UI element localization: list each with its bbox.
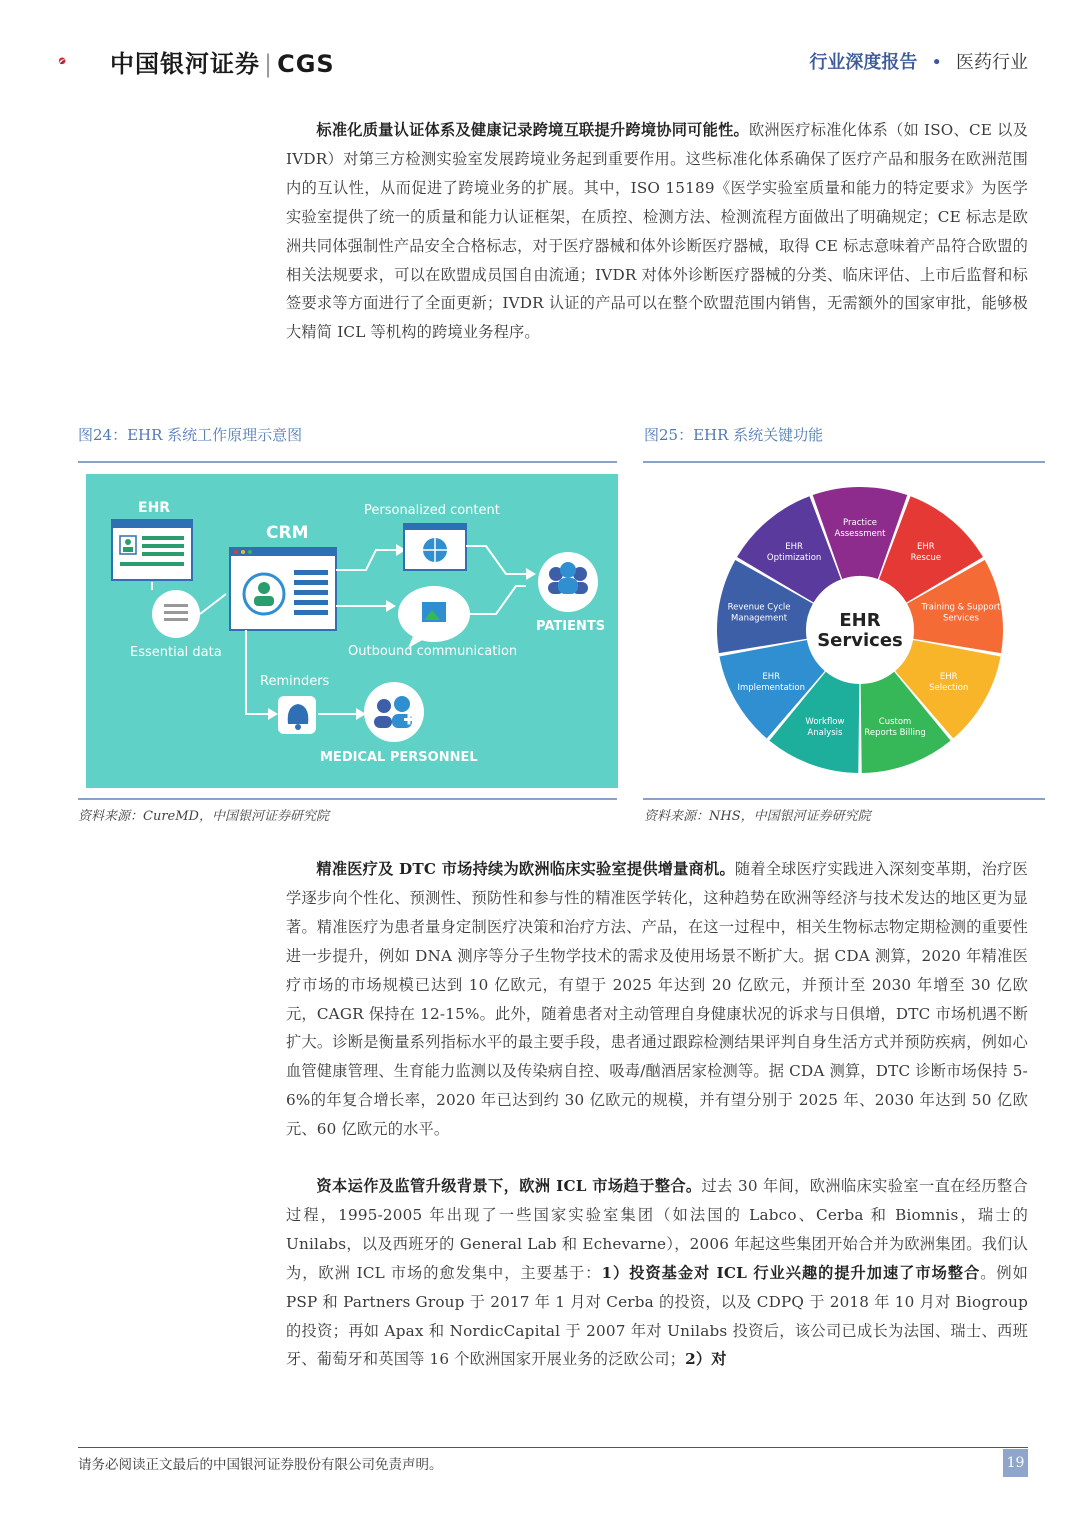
para3-lead: 资本运作及监管升级背景下，欧洲 ICL 市场趋于整合。 [316,1177,702,1195]
fig25-title: 图25：EHR 系统关键功能 [644,426,824,444]
outbound-communication-icon [398,586,470,648]
page-header [0,0,1080,100]
personalized-label: Personalized content [364,503,500,518]
para1-lead: 标准化质量认证体系及健康记录跨境互联提升跨境协同可能性。 [316,121,749,139]
header-separator: • [931,52,942,73]
fig24-top-rule [78,461,617,463]
outbound-label: Outbound communication [348,644,518,659]
ehr-document-icon [112,520,192,580]
wheel-segment-label: EHR [939,671,958,682]
fig24-title: 图24：EHR 系统工作原理示意图 [78,426,303,444]
footer-disclaimer: 请务必阅读正文最后的中国银河证券股份有限公司免责声明。 [78,1457,443,1473]
fig25-source: 资料来源：NHS，中国银河证券研究院 [644,809,871,824]
medical-personnel-icon [364,682,424,742]
wheel-segment-label: Training & Support [921,602,1001,613]
fig24-ehr-diagram [86,474,618,788]
fig25-bottom-rule [643,798,1045,800]
wheel-segment-label: Implementation [737,682,805,693]
essential-data-label: Essential data [130,645,222,660]
para3-text2: 。例如 PSP 和 Partners Group 于 2017 年 1 月对 Cerba 的投资，以及 CDPQ 于 2018 年 10 月对 Biogroup 的投资；再如 Apax 和 NordicCapital 于 2007 年对 Unilabs 投资后，该公司已成长为法国、瑞士、西班牙、葡萄牙和英国等 16 个欧洲国家开展业务的泛欧公司； [286,1263,1028,1369]
reminders-bell-icon [278,696,316,734]
para2-lead: 精准医疗及 DTC 市场持续为欧洲临床实验室提供增量商机。 [316,860,735,878]
wheel-segment-label: Reports Billing [864,727,926,738]
wheel-segment-label: EHR [785,541,803,552]
wheel-center-subtitle: Services [817,630,903,651]
wheel-segment-label: Rescue [910,552,942,563]
industry-label: 医药行业 [956,52,1028,73]
ehr-label: EHR [138,500,171,516]
medical-personnel-label: MEDICAL PERSONNEL [320,750,478,765]
wheel-segment-label: Management [731,613,788,624]
wheel-segment-label: Optimization [766,552,822,563]
wheel-segment-label: Assessment [834,529,886,539]
para3-point1: 1）投资基金对 ICL 行业兴趣的提升加速了市场整合 [601,1263,981,1282]
fig25-top-rule [643,461,1045,463]
wheel-segment-label: EHR [762,671,781,682]
para3-text1: 过去 30 年间，欧洲临床实验室一直在经历整合过程，1995-2005 年出现了一些国家实验室集团（如法国的 Labco、Cerba 和 Biomnis，瑞士的 Unilabs，以及西班牙的 General Lab 和 Echevarne），2006 年起这些集团开始合并为欧洲集团。我们认为，欧洲 ICL 市场的愈发集中，主要基于： [286,1177,1028,1282]
patients-icon [538,552,598,612]
paragraph-standardization [286,116,1028,347]
fig24-source: 资料来源：CureMD，中国银河证券研究院 [78,809,329,824]
wheel-center-title: EHR [839,610,881,631]
wheel-segment-label: Revenue Cycle [727,602,791,613]
para1-text: 欧洲医疗标准化体系（如 ISO、CE 以及 IVDR）对第三方检测实验室发展跨境业务起到重要作用。这些标准化体系确保了医疗产品和服务在欧洲范围内的互认性，从而促进了跨境业务的扩展。其中，ISO 15189《医学实验室质量和能力的特定要求》为医学实验室提供了统一的质量和能力认证框架，在质控、检测方法、检测流程方面做出了明确规定；CE 标志是欧洲共同体强制性产品安全合格标志，对于医疗器械和体外诊断医疗器械，取得 CE 标志意味着产品符合欧盟的相关法规要求，可以在欧盟成员国自由流通；IVDR 对体外诊断医疗器械的分类、临床评估、上市后监督和标签要求等方面进行了全面更新；IVDR 认证的产品可以在整个欧盟范围内销售，无需额外的国家审批，能够极大精简 ICL 等机构的跨境业务程序。 [286,121,1028,342]
wheel-segment-label: Practice [843,518,877,528]
para3-point2: 2）对 [685,1350,727,1369]
wheel-segment-label: EHR [917,541,935,552]
wheel-segment-label: Workflow [805,716,845,727]
brand-name: 中国银河证券 | CGS [110,50,335,78]
wheel-segment-label: Custom [878,716,912,727]
footer-rule [78,1447,1028,1448]
paragraph-precision-medicine [286,855,1028,1144]
page-number: 19 [1003,1449,1028,1477]
personalized-content-icon [404,524,466,570]
crm-label: CRM [266,523,309,543]
essential-data-icon [152,590,200,638]
paragraph-icl-consolidation [286,1172,1028,1374]
wheel-segment-label: Selection [929,682,969,693]
wheel-segment-label: Analysis [807,727,843,738]
header-report-info [809,48,1028,74]
wheel-segment-label: Services [943,613,979,624]
crm-screen-icon [230,548,336,630]
fig24-bottom-rule [78,798,617,800]
patients-label: PATIENTS [536,619,606,634]
cgs-logo-icon [58,40,108,82]
para2-text: 随着全球医疗实践进入深刻变革期，治疗医学逐步向个性化、预测性、预防性和参与性的精准医学转化，这种趋势在欧洲等经济与技术发达的地区更为显著。精准医疗为患者量身定制医疗决策和治疗方法、产品，在这一过程中，相关生物标志物定期检测的重要性进一步提升，例如 DNA 测序等分子生物学技术的需求及使用场景不断扩大。据 CDA 测算，2020 年精准医疗市场的市场规模已达到 10 亿欧元，有望于 2025 年达到 20 亿欧元，并预计至 2030 年增至 30 亿欧元，CAGR 保持在 12-15%。此外，随着患者对主动管理自身健康状况的诉求与日俱增，DTC 市场机遇不断扩大。诊断是衡量系列指标水平的最主要手段，患者通过跟踪检测结果评判自身生活方式并预防疾病，例如心血管健康管理、生育能力监测以及传染病自控、吸毒/酗酒居家检测等。据 CDA 测算，DTC 诊断市场保持 5-6%的年复合增长率，2020 年已达到约 30 亿欧元的规模，并有望分别于 2025 年、2030 年达到 50 亿欧元、60 亿欧元的水平。 [286,860,1028,1139]
fig25-ehr-wheel [700,480,1020,780]
reminders-label: Reminders [260,674,330,689]
report-type: 行业深度报告 [809,52,918,73]
